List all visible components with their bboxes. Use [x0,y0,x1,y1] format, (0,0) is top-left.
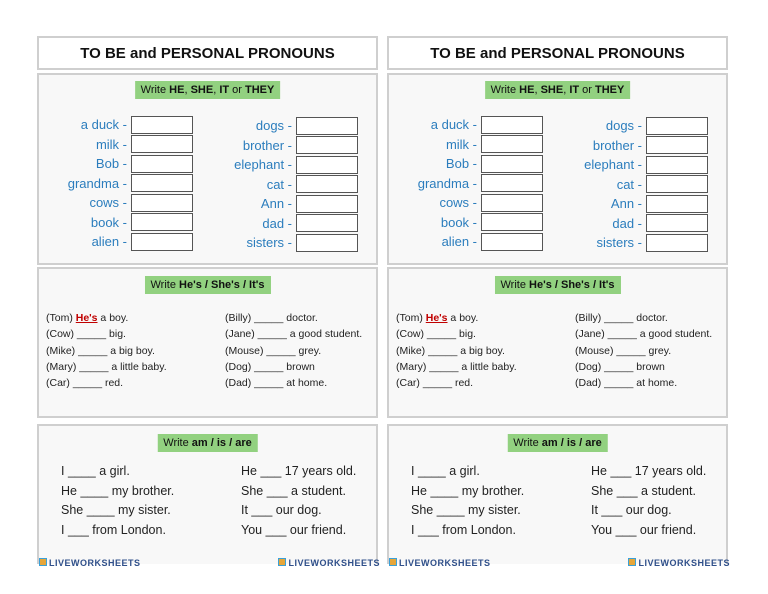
word-label: Bob - [95,156,127,172]
word-label: brother - [592,137,642,153]
sentence[interactable]: You ___ our friend. [241,522,347,537]
sentence[interactable]: (Mary) _____ a little baby. [396,360,517,373]
answer-box[interactable] [296,136,358,154]
word-row [403,213,543,233]
title-box [387,36,728,70]
sentence[interactable]: (Mouse) _____ grey. [575,344,672,357]
contraction-instruction: Write He's / She's / It's [144,276,270,294]
sentence[interactable]: I ____ a girl. [411,464,480,478]
sentence[interactable]: (Car) _____ red. [396,377,474,390]
sentence[interactable]: (Cow) _____ big. [46,328,126,341]
word-label: cat - [266,176,292,192]
example-answer: He's [75,312,98,324]
word-label: sisters - [246,235,292,251]
to-be-instruction: Write am / is / are [157,434,257,452]
pronoun-section [37,73,378,265]
answer-box[interactable] [481,174,543,192]
sentence[interactable]: It ___ our dog. [241,503,322,517]
answer-box[interactable] [646,136,708,154]
liveworksheets-logo: LIVEWORKSHEETS [278,557,380,566]
word-label: dad - [612,215,642,231]
word-row [53,193,193,213]
answer-box[interactable] [131,174,193,192]
word-label: sisters - [596,235,642,251]
answer-box[interactable] [296,195,358,213]
contraction-section [387,267,728,418]
sentence[interactable]: (Mike) _____ a big boy. [396,344,505,357]
title-box [37,36,378,70]
word-row [564,116,708,136]
to-be-section [37,424,378,564]
answer-box[interactable] [131,116,193,134]
sentence-list-left [46,310,167,391]
answer-box[interactable] [131,213,193,231]
word-label: book - [440,214,477,230]
liveworksheets-logo: LIVEWORKSHEETS [389,557,491,566]
sentence[interactable]: (Dad) _____ at home. [575,377,678,390]
word-label: a duck - [430,117,477,133]
liveworksheets-logo: LIVEWORKSHEETS [628,557,730,566]
logo-icon [278,558,286,566]
word-label: milk - [445,136,477,152]
word-row [214,194,358,214]
answer-box[interactable] [131,135,193,153]
word-label: dogs - [255,118,292,134]
sentence-list-right [591,462,706,540]
answer-box[interactable] [646,214,708,232]
sentence[interactable]: (Billy) _____ doctor. [225,312,318,324]
word-row [403,193,543,213]
sentence[interactable]: I ___ from London. [61,522,166,537]
word-row [403,115,543,135]
word-row [564,194,708,214]
contraction-section [37,267,378,418]
word-row [214,175,358,195]
sentence[interactable]: He ___ 17 years old. [241,464,357,478]
word-label: cows - [89,195,127,211]
answer-box[interactable] [131,233,193,251]
to-be-section [387,424,728,564]
sentence[interactable]: He ____ my brother. [411,483,525,498]
word-label: grandma - [417,175,477,191]
example-sentence: (Tom) He's a boy. [396,312,479,324]
word-label: elephant - [584,157,642,173]
answer-box[interactable] [131,194,193,212]
sentence[interactable]: I ____ a girl. [61,464,130,478]
word-row [403,232,543,252]
word-row [214,233,358,253]
word-label: dad - [262,215,292,231]
answer-box[interactable] [296,234,358,252]
word-label: alien - [91,234,127,250]
liveworksheets-logo: LIVEWORKSHEETS [39,557,141,566]
sentence[interactable]: He ___ 17 years old. [591,464,707,478]
sentence[interactable]: She ____ my sister. [61,503,171,517]
word-row [564,155,708,175]
word-row [564,214,708,234]
answer-box[interactable] [131,155,193,173]
sentence[interactable]: (Dog) _____ brown [575,360,665,373]
word-row [214,136,358,156]
sentence[interactable]: She ___ a student. [591,483,696,498]
word-label: dogs - [605,118,642,134]
word-label: brother - [242,137,292,153]
answer-box[interactable] [296,175,358,193]
sentence[interactable]: She ___ a student. [241,483,346,498]
sentence[interactable]: (Car) _____ red. [46,377,124,390]
word-label: a duck - [80,117,127,133]
word-row [564,136,708,156]
contraction-instruction: Write He's / She's / It's [494,276,620,294]
answer-box[interactable] [646,156,708,174]
word-row [214,116,358,136]
sentence-list-left [61,462,174,540]
logo-icon [389,558,397,566]
word-label: elephant - [234,157,292,173]
answer-box[interactable] [296,117,358,135]
answer-box[interactable] [481,155,543,173]
answer-box[interactable] [481,213,543,231]
sentence[interactable]: (Billy) _____ doctor. [575,312,668,324]
word-label: cat - [616,176,642,192]
word-label: milk - [95,136,127,152]
word-label: Ann - [260,196,292,212]
sentence-list-left [411,462,524,540]
page-title: TO BE and PERSONAL PRONOUNS [80,44,335,62]
answer-box[interactable] [646,195,708,213]
word-row [53,232,193,252]
word-label: Bob - [445,156,477,172]
sentence-list-right [575,310,712,391]
answer-box[interactable] [296,214,358,232]
sentence[interactable]: (Cow) _____ big. [396,328,476,341]
sentence[interactable]: (Jane) _____ a good student. [575,328,713,341]
sentence[interactable]: (Mouse) _____ grey. [225,344,322,357]
sentence[interactable]: (Dog) _____ brown [225,360,315,373]
sentence[interactable]: (Mike) _____ a big boy. [46,344,155,357]
word-label: book - [90,214,127,230]
pronoun-section [387,73,728,265]
word-label: grandma - [67,175,127,191]
page-title: TO BE and PERSONAL PRONOUNS [430,44,685,62]
to-be-instruction: Write am / is / are [507,434,607,452]
pronoun-instruction: Write HE, SHE, IT or THEY [135,81,281,99]
answer-box[interactable] [481,194,543,212]
word-row [403,135,543,155]
answer-box[interactable] [646,234,708,252]
word-label: alien - [441,234,477,250]
word-row [53,115,193,135]
sentence-list-left [396,310,517,391]
word-row [53,174,193,194]
example-answer: He's [425,312,448,324]
word-row [214,214,358,234]
word-label: cows - [439,195,477,211]
word-row [403,174,543,194]
word-row [53,135,193,155]
sentence-list-right [225,310,362,391]
sentence[interactable]: I ___ from London. [411,522,516,537]
logo-icon [628,558,636,566]
word-label: Ann - [610,196,642,212]
sentence[interactable]: He ____ my brother. [61,483,175,498]
answer-box[interactable] [646,117,708,135]
sentence[interactable]: You ___ our friend. [591,522,697,537]
word-row [403,154,543,174]
word-row [53,213,193,233]
answer-box[interactable] [296,156,358,174]
pronoun-instruction: Write HE, SHE, IT or THEY [485,81,631,99]
answer-box[interactable] [481,233,543,251]
sentence-list-right [241,462,356,540]
logo-icon [39,558,47,566]
sentence[interactable]: (Mary) _____ a little baby. [46,360,167,373]
answer-box[interactable] [481,116,543,134]
example-sentence: (Tom) He's a boy. [46,312,129,324]
word-row [564,175,708,195]
word-row [214,155,358,175]
sentence[interactable]: She ____ my sister. [411,503,521,517]
sentence[interactable]: (Dad) _____ at home. [225,377,328,390]
answer-box[interactable] [481,135,543,153]
sentence[interactable]: It ___ our dog. [591,503,672,517]
sentence[interactable]: (Jane) _____ a good student. [225,328,363,341]
word-row [53,154,193,174]
answer-box[interactable] [646,175,708,193]
word-row [564,233,708,253]
